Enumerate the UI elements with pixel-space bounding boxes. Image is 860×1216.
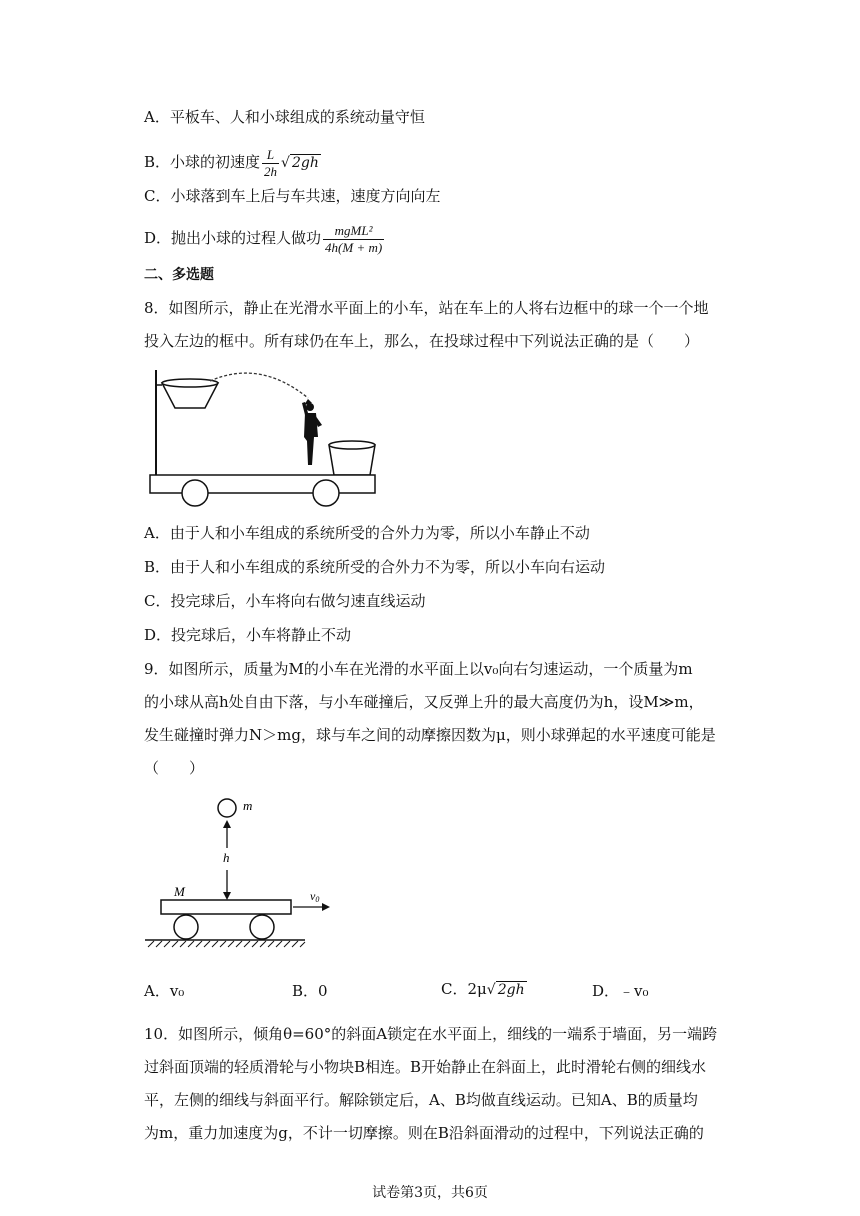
label-v0: v0 bbox=[310, 889, 320, 904]
q9-option-a: A．v₀ bbox=[144, 982, 185, 1000]
q8-figure-cart bbox=[140, 365, 385, 510]
ground-hatching bbox=[148, 941, 305, 947]
q7-option-b bbox=[144, 142, 321, 182]
q7-option-d-fraction bbox=[323, 223, 384, 256]
arrow-right-icon bbox=[322, 903, 330, 911]
ball-m bbox=[218, 799, 236, 817]
sqrt-icon: √ 2gh bbox=[486, 982, 525, 998]
q10-stem-line2: 过斜面顶端的轻质滑轮与小物块B相连。B开始静止在斜面上，此时滑轮右侧的细线水 bbox=[144, 1058, 707, 1076]
q7-option-d-prefix: D．抛出小球的过程人做功 bbox=[144, 229, 322, 247]
person-silhouette bbox=[302, 399, 322, 465]
label-h: h bbox=[223, 850, 230, 865]
sqrt-radicand: 2gh bbox=[497, 982, 525, 998]
q8-stem-line2: 投入左边的框中。所有球仍在车上，那么，在投球过程中下列说法正确的是（ ） bbox=[144, 332, 700, 350]
fraction-numerator: L bbox=[262, 147, 279, 164]
q9-options-row bbox=[144, 980, 744, 1002]
cart-platform bbox=[161, 900, 291, 914]
q7-option-a: A．平板车、人和小球组成的系统动量守恒 bbox=[144, 108, 425, 126]
sqrt-radicand: 2gh bbox=[291, 155, 319, 171]
q9-stem-line1: 9．如图所示，质量为M的小车在光滑的水平面上以v₀向右匀速运动，一个质量为m bbox=[144, 660, 693, 678]
q8-option-a: A．由于人和小车组成的系统所受的合外力为零，所以小车静止不动 bbox=[144, 524, 590, 542]
q7-option-b-prefix: B．小球的初速度 bbox=[144, 153, 261, 171]
fraction-denominator: 2h bbox=[264, 163, 278, 179]
q9-option-b: B．0 bbox=[292, 982, 328, 1000]
q8-option-d: D．投完球后，小车将静止不动 bbox=[144, 626, 352, 644]
cart-wheel-right bbox=[250, 915, 274, 939]
q9-stem-line3: 发生碰撞时弹力N＞mg，球与车之间的动摩擦因数为μ，则小球弹起的水平速度可能是 bbox=[144, 726, 716, 744]
sqrt-icon: √ 2gh bbox=[281, 155, 319, 171]
q7-option-d bbox=[144, 218, 386, 258]
q7-option-c: C．小球落到车上后与车共速，速度方向向左 bbox=[144, 187, 441, 205]
q7-option-b-fraction bbox=[262, 147, 279, 180]
arrow-up-icon bbox=[223, 820, 231, 828]
label-M: M bbox=[174, 884, 185, 899]
q9-option-c bbox=[441, 978, 527, 999]
section-heading-multiple-choice: 二、多选题 bbox=[144, 267, 214, 283]
q10-stem-line3: 平，左侧的细线与斜面平行。解除锁定后，A、B均做直线运动。已知A、B的质量均 bbox=[144, 1091, 698, 1109]
fraction-denominator: 4h(M + m) bbox=[325, 239, 383, 255]
page-footer: 试卷第3页，共6页 bbox=[372, 1185, 488, 1201]
q10-stem-line1: 10．如图所示，倾角θ=60°的斜面A锁定在水平面上，细线的一端系于墙面，另一端跨 bbox=[144, 1025, 718, 1043]
q9-option-d: D．﹣v₀ bbox=[592, 982, 649, 1000]
right-basket-rim bbox=[329, 441, 375, 449]
ball-trajectory bbox=[210, 373, 308, 398]
q8-option-b: B．由于人和小车组成的系统所受的合外力不为零，所以小车向右运动 bbox=[144, 558, 606, 576]
q9-stem-line2: 的小球从高h处自由下落，与小车碰撞后，又反弹上升的最大高度仍为h，设M≫m， bbox=[144, 693, 704, 711]
arrow-down-icon bbox=[223, 892, 231, 900]
cart-wheel-left bbox=[174, 915, 198, 939]
q9-stem-line4: （ ） bbox=[144, 759, 205, 777]
cart-wheel-left bbox=[182, 480, 208, 506]
q9-option-c-prefix: C．2μ bbox=[441, 980, 487, 998]
q8-stem-line1: 8．如图所示，静止在光滑水平面上的小车，站在车上的人将右边框中的球一个一个地 bbox=[144, 299, 709, 317]
fraction-numerator: mgML² bbox=[323, 223, 384, 240]
label-m: m bbox=[243, 798, 253, 813]
q8-option-c: C．投完球后，小车将向右做匀速直线运动 bbox=[144, 592, 426, 610]
q9-figure-ball-cart bbox=[140, 790, 340, 955]
q10-stem-line4: 为m，重力加速度为g，不计一切摩擦。则在B沿斜面滑动的过程中，下列说法正确的 bbox=[144, 1124, 704, 1142]
cart-wheel-right bbox=[313, 480, 339, 506]
left-basket-rim bbox=[162, 379, 218, 387]
